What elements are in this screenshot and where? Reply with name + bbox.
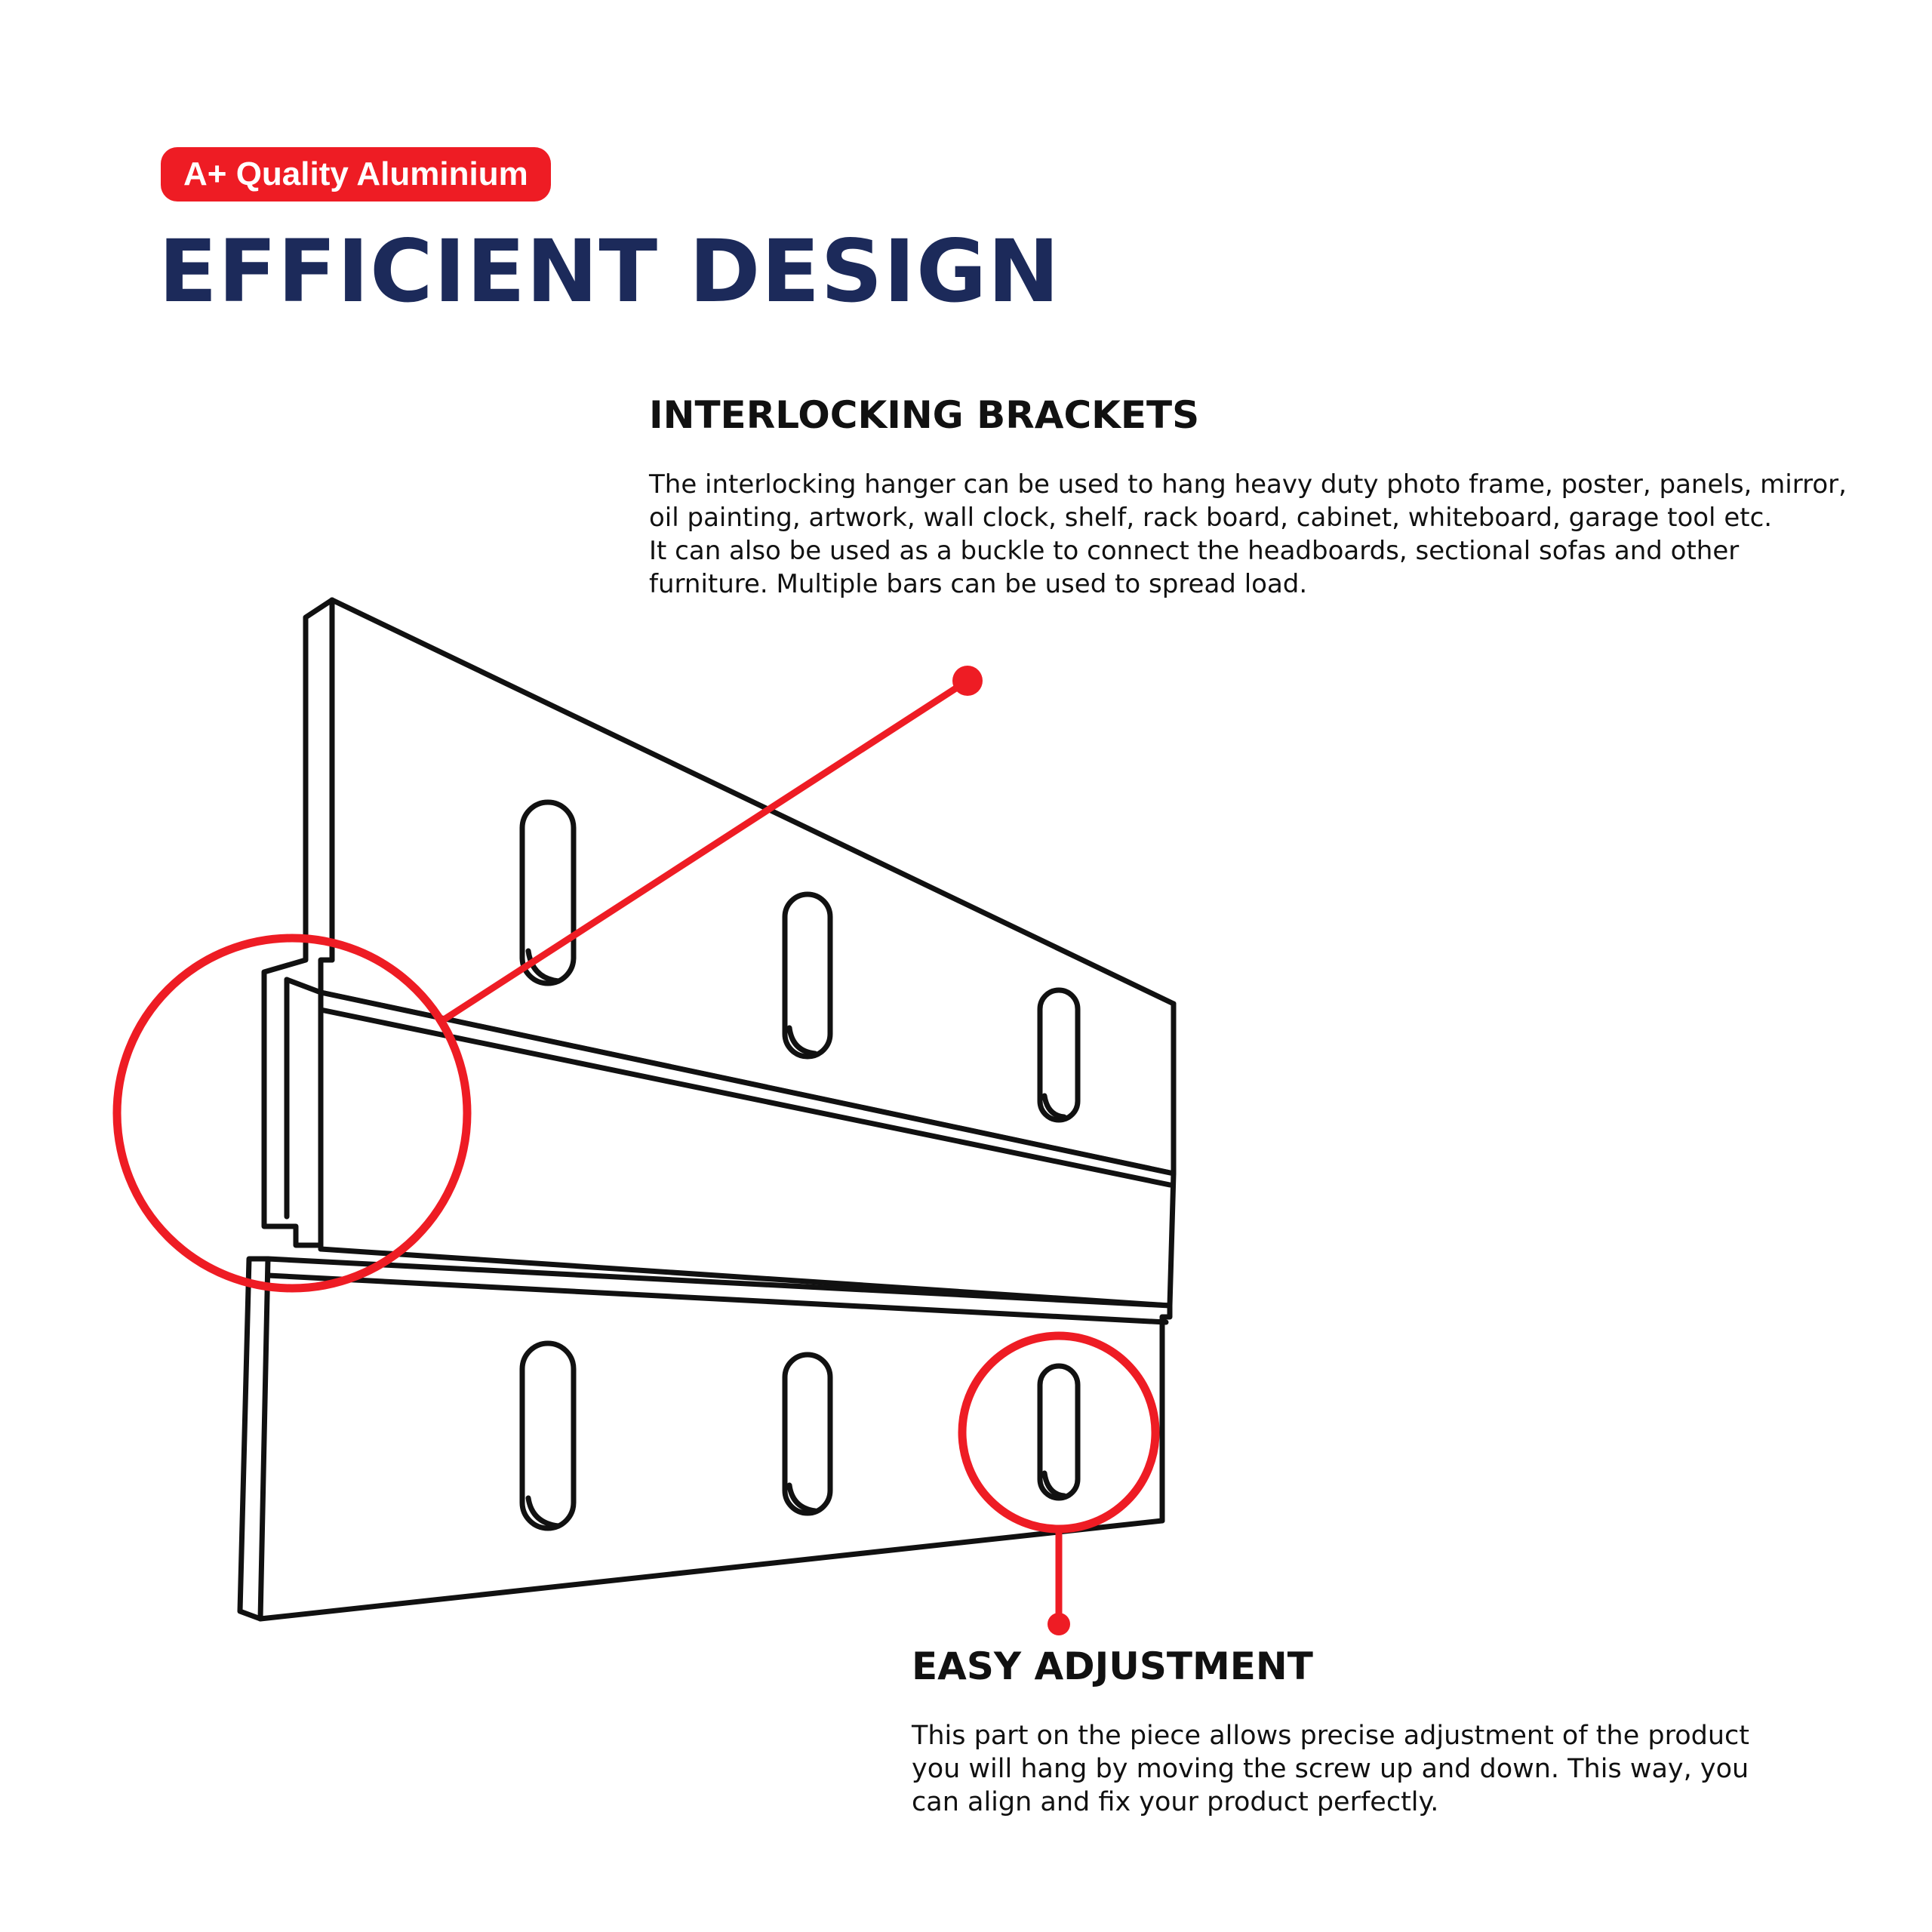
quality-badge: A+ Quality Aluminium [161, 147, 551, 202]
slot-icon [785, 894, 830, 1057]
interlocking-description-line: The interlocking hanger can be used to hang heavy duty photo frame, poster, panels, mirror, [649, 469, 1847, 500]
interlock-pointer-dot [952, 666, 983, 696]
lower-bracket [240, 1259, 1170, 1619]
slot-icon [1040, 990, 1078, 1120]
slot-icon [1040, 1366, 1078, 1498]
adjustment-description-line: you will hang by moving the screw up and down. This way, you [912, 1754, 1749, 1784]
adjustment-description-line: can align and fix your product perfectly. [912, 1787, 1439, 1817]
adjustment-pointer-dot [1048, 1613, 1070, 1635]
upper-bracket-edge [287, 980, 321, 992]
easy-adjustment-title: EASY ADJUSTMENT [912, 1644, 1313, 1688]
adjustment-description-line: This part on the piece allows precise adjustment of the product [912, 1721, 1749, 1751]
interlocking-description-line: furniture. Multiple bars can be used to spread load. [649, 569, 1308, 599]
interlocking-brackets-title: INTERLOCKING BRACKETS [649, 393, 1200, 437]
interlocking-description-line: oil painting, artwork, wall clock, shelf, rack board, cabinet, whiteboard, garage tool etc. [649, 503, 1773, 533]
slot-icon [785, 1355, 830, 1513]
slot-icon [522, 1343, 574, 1528]
interlocking-description-line: It can also be used as a buckle to connect the headboards, sectional sofas and other [649, 536, 1740, 566]
page-title: EFFICIENT DESIGN [158, 221, 1060, 321]
